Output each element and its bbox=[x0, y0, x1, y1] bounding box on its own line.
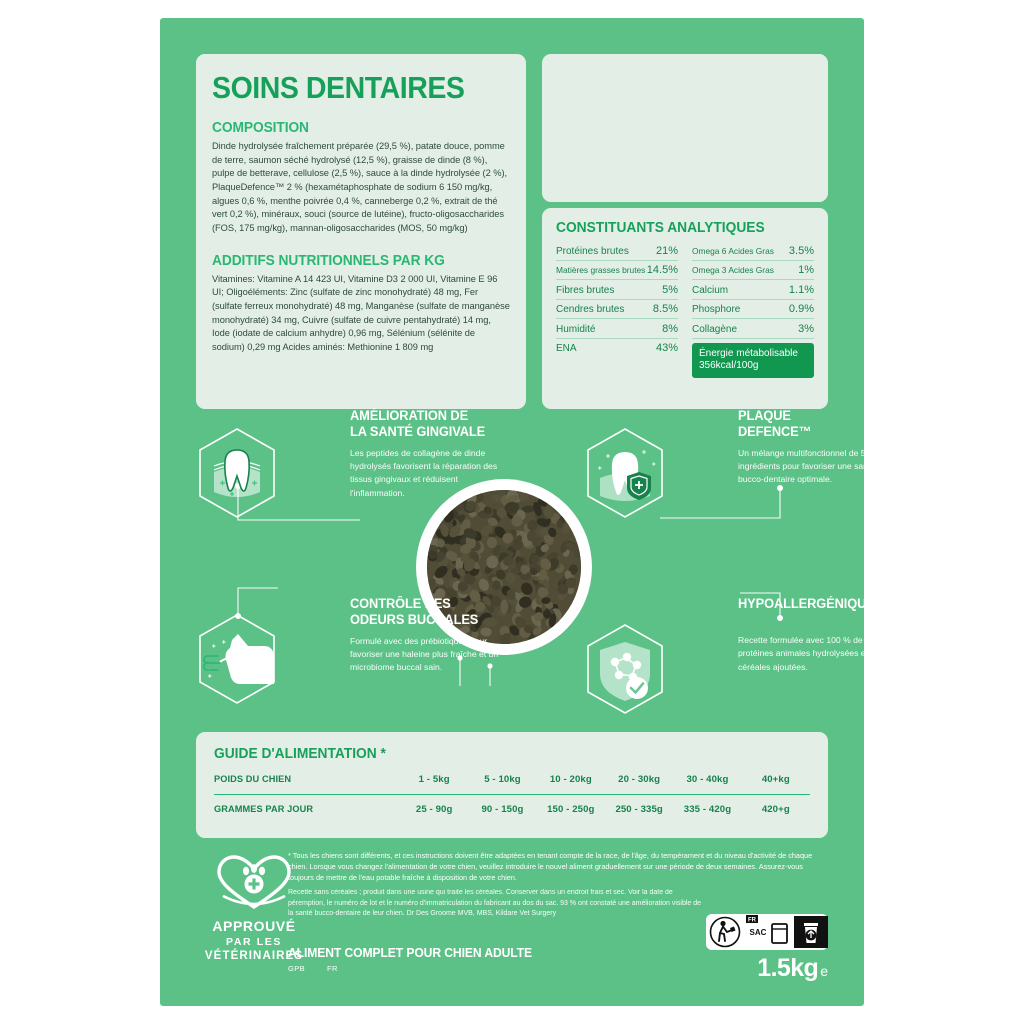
row-values bbox=[400, 774, 810, 785]
feature-hypoallergenic bbox=[638, 596, 938, 674]
tooth-gum-icon bbox=[194, 426, 280, 520]
guide-cell: 335 - 420g bbox=[683, 804, 732, 815]
analytical-label: Fibres brutes bbox=[556, 284, 615, 296]
analytical-label: Omega 3 Acides Gras bbox=[692, 265, 774, 275]
analytical-label: Calcium bbox=[692, 284, 729, 296]
feature-body: Un mélange multifonctionnel de 5 ingrédients pour favoriser une santé bucco-dentaire optimale. bbox=[738, 447, 876, 485]
shield-molecule-check-icon bbox=[582, 622, 668, 716]
analytical-label: Protéines brutes bbox=[556, 245, 629, 257]
composition-heading: COMPOSITION bbox=[212, 120, 309, 136]
fine-print-paragraph-1: * Tous les chiens sont différents, et ces instructions doivent être adaptées en tenant compte de la race, de l'âge, du tempérament et du niveau d'activité de chaque chien. Lorsque vous changez l'alimentation de votre chien, veuillez introduire le nouvel aliment graduellement sur une période de deux semaines. Assurez-vous toujours de mettre de l'eau potable fraîche à disposition de votre chien. bbox=[288, 851, 813, 883]
analytical-value: 14.5% bbox=[646, 264, 678, 276]
code-fr: FR bbox=[327, 964, 338, 973]
analytical-value: 21% bbox=[655, 244, 678, 257]
fine-print bbox=[288, 850, 828, 920]
bag-icon bbox=[743, 915, 791, 948]
recycling-symbols bbox=[706, 914, 828, 950]
guide-cell: 250 - 335g bbox=[615, 804, 663, 815]
row-label: POIDS DU CHIEN bbox=[214, 774, 292, 785]
guide-cell: 40+kg bbox=[761, 774, 790, 785]
guide-cell: 90 - 150g bbox=[481, 804, 524, 815]
product-packaging-back bbox=[160, 18, 889, 1006]
analytical-label: Omega 6 Acides Gras bbox=[692, 245, 774, 256]
analytical-label: Collagène bbox=[692, 323, 738, 335]
vet-badge-line2: PAR LES bbox=[226, 936, 282, 948]
composition-text: Dinde hydrolysée fraîchement préparée (29,5 %), patate douce, pomme de terre, saumon séché hydrolysé (12,5 %), graisse de dinde (8 %), pulpe de betterave, cellulose (2,5 %), sauce à la dinde hydrolysée (2 %), PlaqueDefence™ 2 % (hexamétaphosphate de sodium 6 150 mg/kg, algues 0,6 %, menthe poivrée 0,4 %, canneberge 0,2 %, extrait de thé vert 0,2 %), minéraux, souci (source de lutéine), fructo-oligosaccharides (FOS, 175 mg/kg), mannan-oligosaccharides (MOS, 50 mg/kg) bbox=[212, 141, 508, 233]
tooth-shield-icon bbox=[582, 426, 668, 520]
analytical-value: 1.1% bbox=[788, 283, 814, 296]
analytical-label: ENA bbox=[556, 343, 577, 354]
row-label: GRAMMES PAR JOUR bbox=[214, 804, 314, 815]
code-gpb: GPB bbox=[288, 964, 306, 973]
feature-title: AMÉLIORATION DE LA SANTÉ GINGIVALE bbox=[350, 408, 486, 439]
svg-text:SAC: SAC bbox=[749, 928, 767, 937]
guide-cell: 20 - 30kg bbox=[618, 774, 661, 785]
guide-cell: 25 - 90g bbox=[415, 804, 453, 815]
energy-value: 356kcal/100g bbox=[699, 360, 759, 371]
net-weight bbox=[706, 954, 828, 983]
weight-value: 1.5kg bbox=[757, 954, 819, 982]
product-codes bbox=[288, 964, 360, 973]
feature-title: PLAQUE DEFENCE™ bbox=[738, 408, 812, 439]
analytical-value: 8% bbox=[662, 322, 678, 335]
analytical-value: 5% bbox=[662, 283, 678, 296]
guide-cell: 10 - 20kg bbox=[549, 774, 592, 785]
dog-breath-icon bbox=[194, 612, 280, 706]
heart-paw-cross-icon bbox=[209, 852, 299, 914]
analytical-value: 1% bbox=[798, 264, 814, 276]
recycle-bin-icon bbox=[794, 916, 828, 948]
analytical-value: 3.5% bbox=[788, 244, 814, 257]
feature-body: Formulé avec des prébiotiques pour favoriser une haleine plus fraîche et un microbiome buccal sain. bbox=[350, 635, 499, 673]
vet-badge-line1: APPROUVÉ bbox=[212, 918, 296, 934]
analytical-value: 3% bbox=[798, 322, 814, 335]
feeding-guide-panel bbox=[196, 732, 828, 838]
additives-text: Vitamines: Vitamine A 14 423 UI, Vitamine D3 2 000 UI, Vitamine E 96 UI; Oligoéléments: Zinc (sulfate de zinc monohydraté) 48 mg, Fer (sulfate ferreux monohydraté) 48 mg, Manganèse (sulfate de manganèse monohydraté) 34 mg, Cuivre (sulfate de cuivre pentahydraté) 14 mg, Iode (iodate de calcium anhydre) 0,96 mg, Sélénium (sélénite de sodium) 0,29 mg Acides aminés: Methionine 1 809 mg bbox=[212, 273, 510, 352]
analytical-label: Phosphore bbox=[692, 304, 741, 315]
guide-cell: 1 - 5kg bbox=[418, 774, 450, 785]
fine-print-paragraph-2: Recette sans céréales ; produit dans une usine qui traite les céréales. Conserver dans un endroit frais et sec. Voir la date de péremption, le numéro de lot et le numéro d'immatriculation du fabricant au dos du sac. 93 % ont constaté une amélioration visible de la santé bucco-dentaire de leur chien. Dr Des Groome MVB, MBS, Kildare Vet Surgery bbox=[288, 889, 702, 918]
feeding-guide-row-weight bbox=[214, 774, 810, 795]
analytical-value: 43% bbox=[655, 342, 678, 354]
analytical-value: 0.9% bbox=[788, 303, 814, 315]
analytical-label: Cendres brutes bbox=[556, 304, 625, 315]
feature-body: Recette formulée avec 100 % de protéines animales hydrolysées et sans céréales ajoutées. bbox=[738, 634, 889, 672]
guide-cell: 150 - 250g bbox=[547, 804, 595, 815]
feature-title: HYPOALLERGÉNIQUE bbox=[738, 596, 875, 611]
feeding-guide-heading: GUIDE D'ALIMENTATION * bbox=[214, 746, 386, 762]
product-descriptor: ALIMENT COMPLET POUR CHIEN ADULTE bbox=[288, 946, 533, 960]
tidyman-icon bbox=[711, 918, 740, 947]
energy-label: Énergie métabolisable bbox=[699, 347, 798, 359]
feature-body: Les peptides de collagène de dinde hydrolysés favorisent la réparation des tissus gingivaux et réduisent l'inflammation. bbox=[350, 447, 498, 498]
page-title: SOINS DENTAIRES bbox=[212, 70, 465, 105]
analytical-value: 8.5% bbox=[652, 303, 678, 315]
analytical-heading: CONSTITUANTS ANALYTIQUES bbox=[556, 220, 765, 236]
analytical-label: Matières grasses brutes bbox=[556, 265, 646, 275]
guide-cell: 5 - 10kg bbox=[484, 774, 521, 785]
estimate-mark: e bbox=[820, 963, 828, 979]
svg-text:FR: FR bbox=[748, 917, 756, 924]
feeding-guide-row-grams bbox=[214, 795, 810, 815]
guide-cell: 420+g bbox=[761, 804, 790, 815]
feature-title: CONTRÔLE DES ODEURS BUCCALES bbox=[350, 596, 479, 627]
guide-cell: 30 - 40kg bbox=[686, 774, 729, 785]
additives-heading: ADDITIFS NUTRITIONNELS PAR KG bbox=[212, 252, 445, 269]
feature-plaque-defence bbox=[638, 408, 938, 487]
vet-badge-line3: VÉTÉRINAIRES bbox=[204, 950, 304, 962]
feature-gingival-health bbox=[250, 408, 550, 500]
analytical-label: Humidité bbox=[556, 323, 596, 335]
row-values bbox=[400, 804, 810, 815]
feature-odour-control bbox=[250, 596, 550, 675]
